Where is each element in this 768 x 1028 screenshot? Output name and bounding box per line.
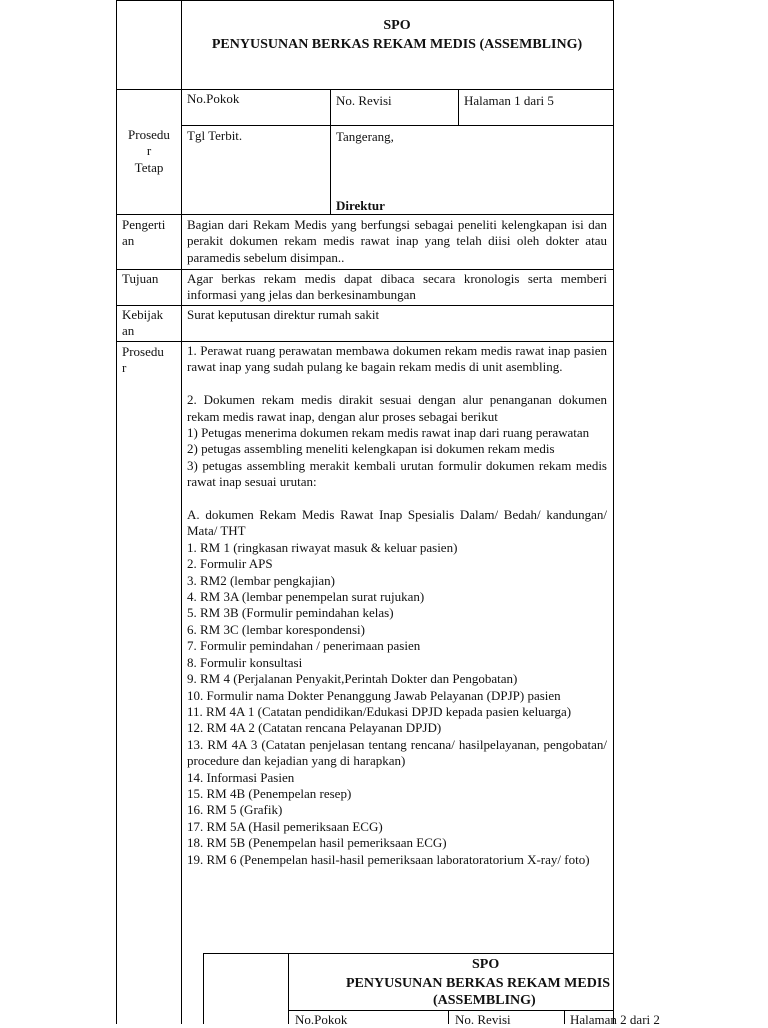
procedure-step: 13. RM 4A 3 (Catatan penjelasan tentang rencana/ hasilpelayanan, pengobatan/ procedure dan kejadian yang di harapkan) [187, 736, 607, 769]
procedure-step: 6. RM 3C (lembar korespondensi) [187, 621, 366, 637]
procedure-step: 15. RM 4B (Penempelan resep) [187, 785, 352, 801]
row-line [116, 341, 614, 342]
no-revisi-label: No. Revisi [336, 93, 392, 108]
prosedur-tetap-label: Prosedu r Tetap [128, 127, 170, 175]
spo-subtitle: PENYUSUNAN BERKAS REKAM MEDIS (ASSEMBLING) [211, 37, 583, 52]
spo2-subtitle-line2: (ASSEMBLING) [433, 993, 536, 1008]
tgl-terbit-label: Tgl Terbit. [187, 128, 243, 143]
procedure-step: 1. RM 1 (ringkasan riwayat masuk & keluar pasien) [187, 539, 458, 555]
table2-border-top [203, 953, 614, 954]
table-border-top [116, 0, 614, 1]
row-line [116, 269, 614, 270]
procedure-step: 7. Formulir pemindahan / penerimaan pasien [187, 638, 421, 654]
blank-line [187, 491, 607, 507]
halaman-label-2: Halaman 2 dari 2 [570, 1012, 660, 1027]
table2-border-left [203, 953, 204, 1024]
table2-meta-divider [564, 1010, 565, 1024]
procedure-step: 4. RM 3A (lembar penempelan surat rujukan) [187, 589, 425, 605]
procedure-step: 3. RM2 (lembar pengkajian) [187, 572, 336, 588]
halaman-label: Halaman 1 dari 5 [464, 93, 554, 108]
procedure-step: 1) Petugas menerima dokumen rekam medis rawat inap dari ruang perawatan [187, 425, 590, 441]
procedure-step: 11. RM 4A 1 (Catatan pendidikan/Edukasi DPJD kepada pasien keluarga) [187, 703, 572, 719]
procedure-step: 19. RM 6 (Penempelan hasil-hasil pemeriksaan laboratoratorium X-ray/ foto) [187, 851, 590, 867]
procedure-step: 2. Dokumen rekam medis dirakit sesuai dengan alur penanganan dokumen rekam medis rawat inap, dengan alur proses sebagai berikut [187, 392, 607, 424]
table2-row-line [288, 1010, 614, 1011]
row-line [116, 305, 614, 306]
procedure-step: 2. Formulir APS [187, 556, 273, 572]
spo2-subtitle-line1: PENYUSUNAN BERKAS REKAM MEDIS [346, 976, 611, 991]
table2-column-divider [288, 953, 289, 1024]
row-line [116, 89, 614, 90]
no-pokok-label-2: No.Pokok [295, 1012, 348, 1027]
procedure-step: 17. RM 5A (Hasil pemeriksaan ECG) [187, 818, 383, 834]
procedure-step: 8. Formulir konsultasi [187, 654, 303, 670]
spo-title: SPO [383, 18, 411, 33]
direktur-label: Direktur [336, 198, 385, 213]
pengertian-text: Bagian dari Rekam Medis yang berfungsi sebagai peneliti kelengkapan isi dan perakit dokumen rekam medis rawat inap yang telah diisi oleh dokter atau paramedis sebelum disimpan.. [187, 217, 607, 265]
procedure-step: 9. RM 4 (Perjalanan Penyakit,Perintah Dokter dan Pengobatan) [187, 671, 518, 687]
kebijakan-label: Kebijak an [122, 307, 164, 339]
procedure-step: 5. RM 3B (Formulir pemindahan kelas) [187, 605, 394, 621]
blank-line [187, 376, 607, 392]
procedure-step: 12. RM 4A 2 (Catatan rencana Pelayanan DPJD) [187, 720, 442, 736]
tempat-label: Tangerang, [336, 129, 394, 144]
spo2-title: SPO [472, 957, 500, 972]
tujuan-text: Agar berkas rekam medis dapat dibaca secara kronologis serta memberi informasi yang jelas dan berkesinambungan [187, 271, 607, 303]
procedure-step: 2) petugas assembling meneliti kelengkapan isi dokumen rekam medis [187, 441, 555, 457]
procedure-step: 1. Perawat ruang perawatan membawa dokumen rekam medis rawat inap pasien rawat inap yang sudah pulang ke bagain rekam medis di unit asembling. [187, 343, 607, 375]
procedure-step: A. dokumen Rekam Medis Rawat Inap Spesialis Dalam/ Bedah/ kandungan/ Mata/ THT [187, 507, 607, 539]
table2-meta-divider [448, 1010, 449, 1024]
prosedur-label: Prosedu r [122, 344, 164, 376]
meta-divider [330, 89, 331, 214]
meta-divider [458, 89, 459, 125]
procedure-step: 18. RM 5B (Penempelan hasil pemeriksaan ECG) [187, 835, 447, 851]
prosedur-steps [187, 343, 607, 868]
row-line [181, 125, 614, 126]
procedure-step: 3) petugas assembling merakit kembali urutan formulir dokumen rekam medis rawat inap sesuai urutan: [187, 457, 607, 490]
no-revisi-label-2: No. Revisi [455, 1012, 511, 1027]
table-border-right [613, 0, 614, 1024]
procedure-step: 10. Formulir nama Dokter Penanggung Jawab Pelayanan (DPJP) pasien [187, 687, 561, 703]
no-pokok-label: No.Pokok [187, 91, 240, 106]
pengertian-label: Pengerti an [122, 217, 166, 249]
procedure-step: 16. RM 5 (Grafik) [187, 802, 283, 818]
column-divider [181, 0, 182, 1024]
kebijakan-text: Surat keputusan direktur rumah sakit [187, 307, 380, 322]
tujuan-label: Tujuan [122, 271, 159, 286]
procedure-step: 14. Informasi Pasien [187, 769, 295, 785]
